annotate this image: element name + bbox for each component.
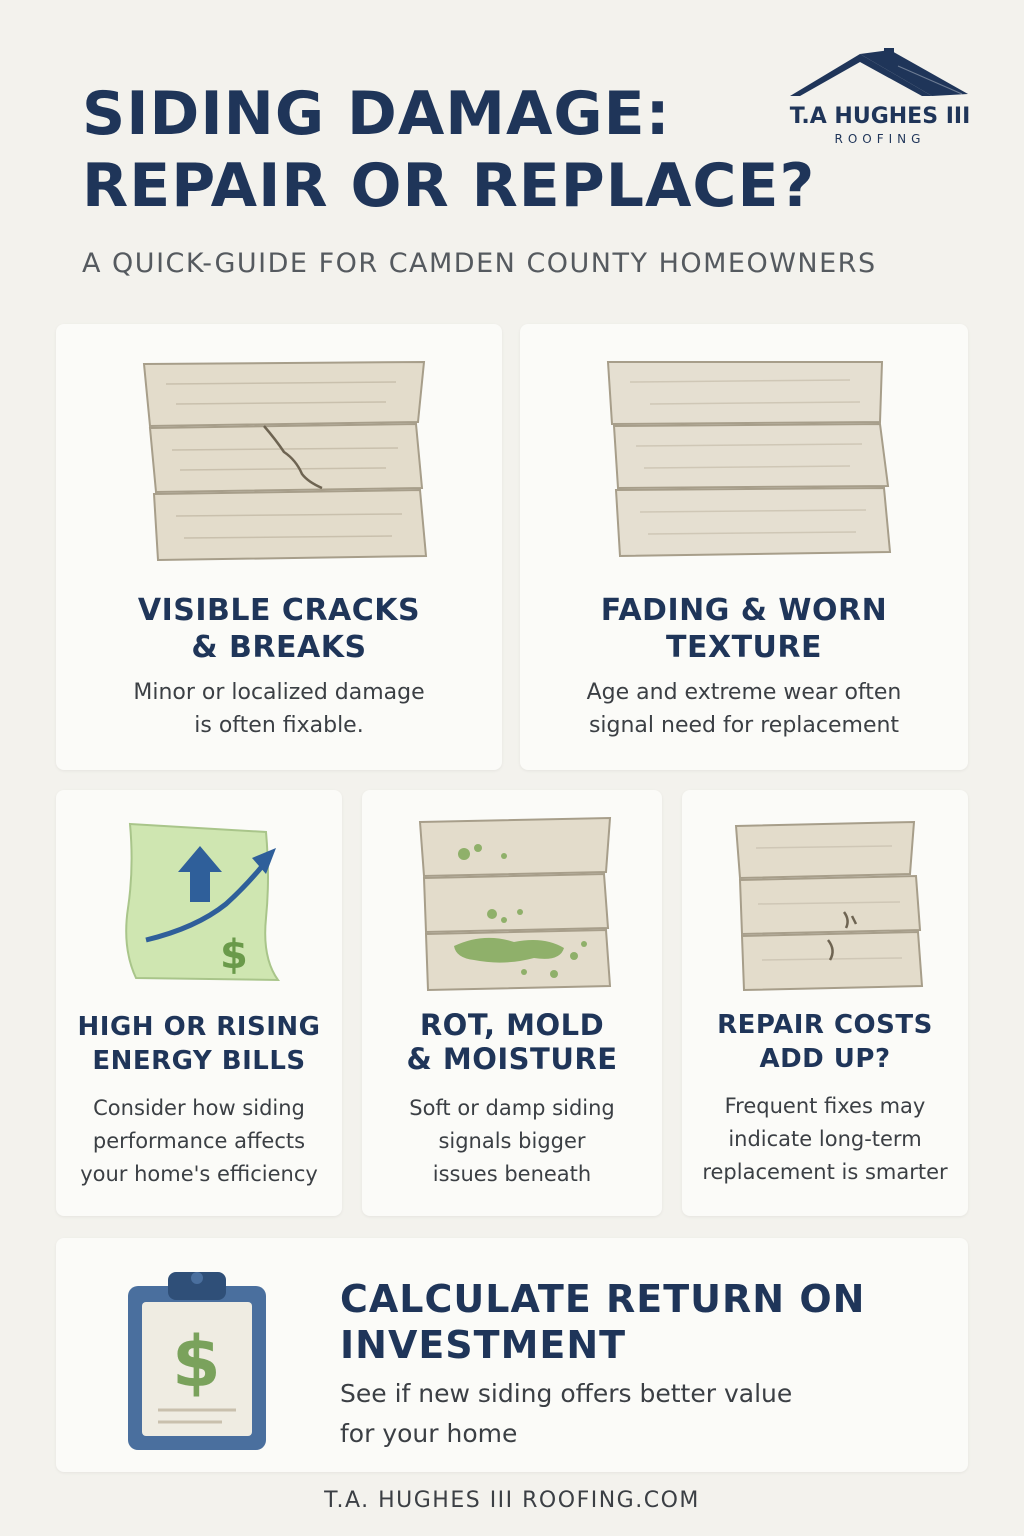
card-rot-mold xyxy=(362,790,662,1216)
cracked-siding-icon xyxy=(136,360,436,570)
page-subtitle: A QUICK-GUIDE FOR CAMDEN COUNTY HOMEOWNERS xyxy=(82,248,877,279)
card-title: FADING & WORN TEXTURE xyxy=(600,593,888,665)
roi-description: See if new siding offers better value for your home xyxy=(340,1379,793,1448)
moldy-siding-icon xyxy=(414,816,614,996)
card-description: Soft or damp siding signals bigger issues beneath xyxy=(409,1096,615,1186)
title-line-1: SIDING DAMAGE: xyxy=(82,79,671,149)
card-repair-costs xyxy=(682,790,968,1216)
house-roof-icon xyxy=(780,48,980,108)
company-logo xyxy=(780,48,980,158)
footer-website[interactable]: T.A. HUGHES III ROOFING.COM xyxy=(324,1488,700,1513)
svg-text:$: $ xyxy=(172,1321,221,1403)
card-title: HIGH OR RISING ENERGY BILLS xyxy=(77,1012,321,1076)
logo-name: T.A HUGHES III xyxy=(789,104,971,129)
clipboard-dollar-icon xyxy=(122,1264,272,1454)
title-line-2: REPAIR OR REPLACE? xyxy=(82,151,816,221)
repaired-siding-icon xyxy=(732,820,932,1000)
card-description: Frequent fixes may indicate long-term replacement is smarter xyxy=(702,1094,948,1184)
card-energy-bills xyxy=(56,790,342,1216)
card-description: Minor or localized damage is often fixable. xyxy=(133,680,425,738)
roi-title: CALCULATE RETURN ON INVESTMENT xyxy=(340,1277,866,1367)
faded-siding-icon xyxy=(600,360,900,570)
card-description: Age and extreme wear often signal need for replacement xyxy=(586,680,902,738)
logo-tagline: ROOFING xyxy=(834,132,926,146)
svg-text:$: $ xyxy=(220,932,248,978)
card-title: ROT, MOLD & MOISTURE xyxy=(406,1008,618,1076)
card-fading-worn xyxy=(520,324,968,770)
card-title: REPAIR COSTS ADD UP? xyxy=(717,1010,933,1074)
rising-bill-icon xyxy=(116,818,286,988)
card-visible-cracks xyxy=(56,324,502,770)
card-title: VISIBLE CRACKS & BREAKS xyxy=(137,593,421,665)
card-description: Consider how siding performance affects your home's efficiency xyxy=(80,1096,318,1186)
page-title xyxy=(82,78,842,222)
card-roi xyxy=(56,1238,968,1472)
